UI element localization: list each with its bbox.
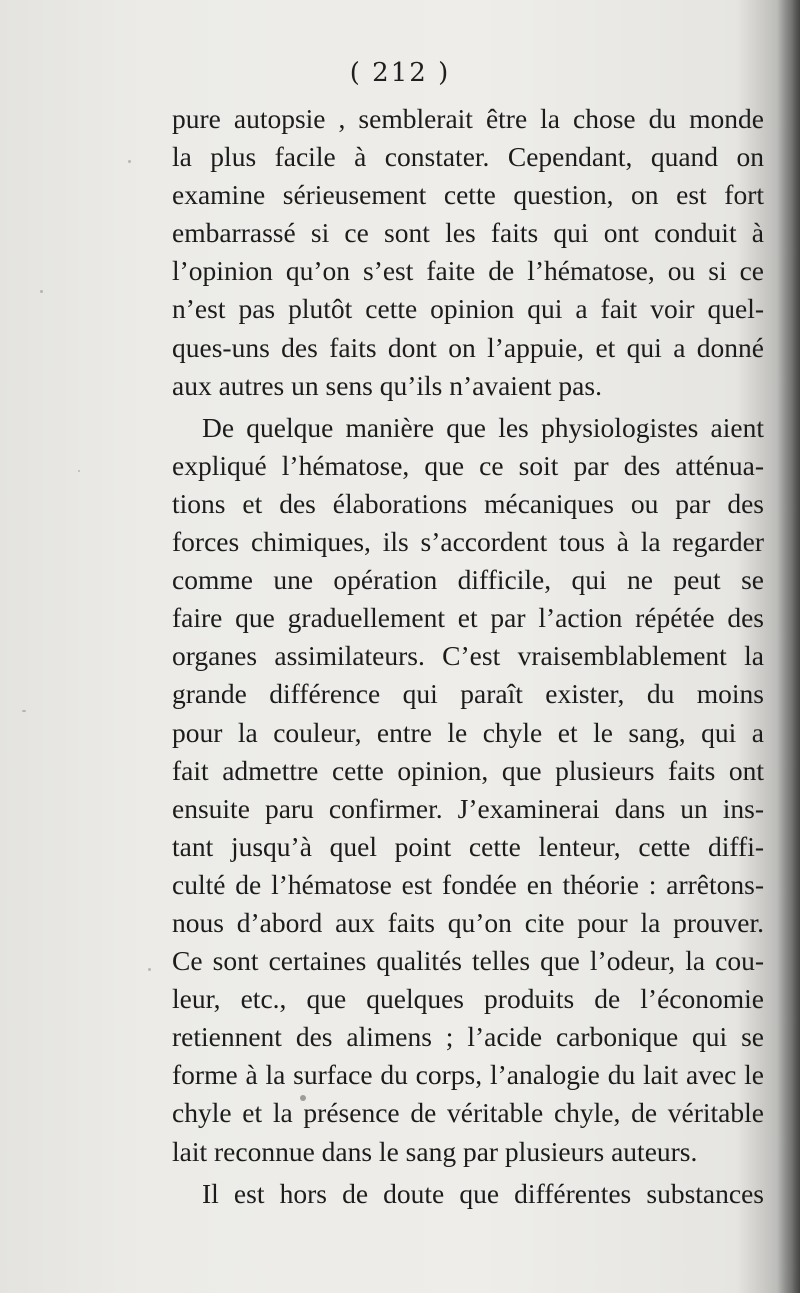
paper-speck <box>78 470 80 472</box>
text-line: ques-uns des faits dont on l’appuie, et qui a donné <box>172 331 764 363</box>
text-line: l’opinion qu’on s’est faite de l’hématose, ou si ce <box>172 255 764 287</box>
text-line: Il est hors de doute que différentes substances <box>202 1177 764 1209</box>
text-line: ensuite paru confirmer. J’examinerai dans un ins- <box>172 792 764 824</box>
paper-speck <box>40 290 43 293</box>
paper-speck <box>22 710 26 712</box>
text-line: nous d’abord aux faits qu’on cite pour la prouver. <box>172 906 764 938</box>
page-edge-shadow <box>778 0 800 1293</box>
paper-speck <box>300 1095 306 1101</box>
text-line: leur, etc., que quelques produits de l’économie <box>172 983 764 1015</box>
text-line: faire que graduellement et par l’action répétée des <box>172 602 764 634</box>
page-number: ( 212 ) <box>349 58 451 88</box>
text-line: De quelque manière que les physiologistes aient <box>202 411 764 443</box>
text-line: forme à la surface du corps, l’analogie du lait avec le <box>172 1059 764 1091</box>
text-line: chyle et la présence de véritable chyle, de véritable <box>172 1097 764 1129</box>
paper-speck <box>128 160 131 163</box>
body-text <box>172 100 764 1213</box>
paragraph-1 <box>172 100 764 405</box>
paragraph-2 <box>172 409 764 1171</box>
text-line: comme une opération difficile, qui ne peut se <box>172 564 764 596</box>
text-line: culté de l’hématose est fondée en théorie : arrêtons- <box>172 868 764 900</box>
text-line: grande différence qui paraît exister, du moins <box>172 678 764 710</box>
text-line: pure autopsie , semblerait être la chose du monde <box>172 103 764 134</box>
paragraph-3 <box>172 1175 764 1213</box>
text-line: lait reconnue dans le sang par plusieurs auteurs. <box>172 1135 698 1167</box>
text-line: forces chimiques, ils s’accordent tous à la regarder <box>172 526 764 558</box>
text-line: fait admettre cette opinion, que plusieurs faits ont <box>172 754 764 786</box>
text-line: embarrassé si ce sont les faits qui ont conduit à <box>172 217 764 249</box>
text-line: pour la couleur, entre le chyle et le sang, qui a <box>172 716 764 748</box>
text-line: tions et des élaborations mécaniques ou par des <box>172 487 764 519</box>
text-line: n’est pas plutôt cette opinion qui a fait voir quel- <box>172 293 764 325</box>
text-line: organes assimilateurs. C’est vraisemblablement la <box>172 640 764 672</box>
text-line: examine sérieusement cette question, on est fort <box>172 179 764 211</box>
paper-speck <box>148 968 151 971</box>
text-line: expliqué l’hématose, que ce soit par des atténua- <box>172 449 764 481</box>
text-line: la plus facile à constater. Cependant, quand on <box>172 141 764 173</box>
text-line: tant jusqu’à quel point cette lenteur, cette diffi- <box>172 830 764 862</box>
text-line: retiennent des alimens ; l’acide carbonique qui se <box>172 1021 764 1053</box>
text-line: Ce sont certaines qualités telles que l’odeur, la cou- <box>172 945 764 977</box>
text-line: aux autres un sens qu’ils n’avaient pas. <box>172 369 602 401</box>
